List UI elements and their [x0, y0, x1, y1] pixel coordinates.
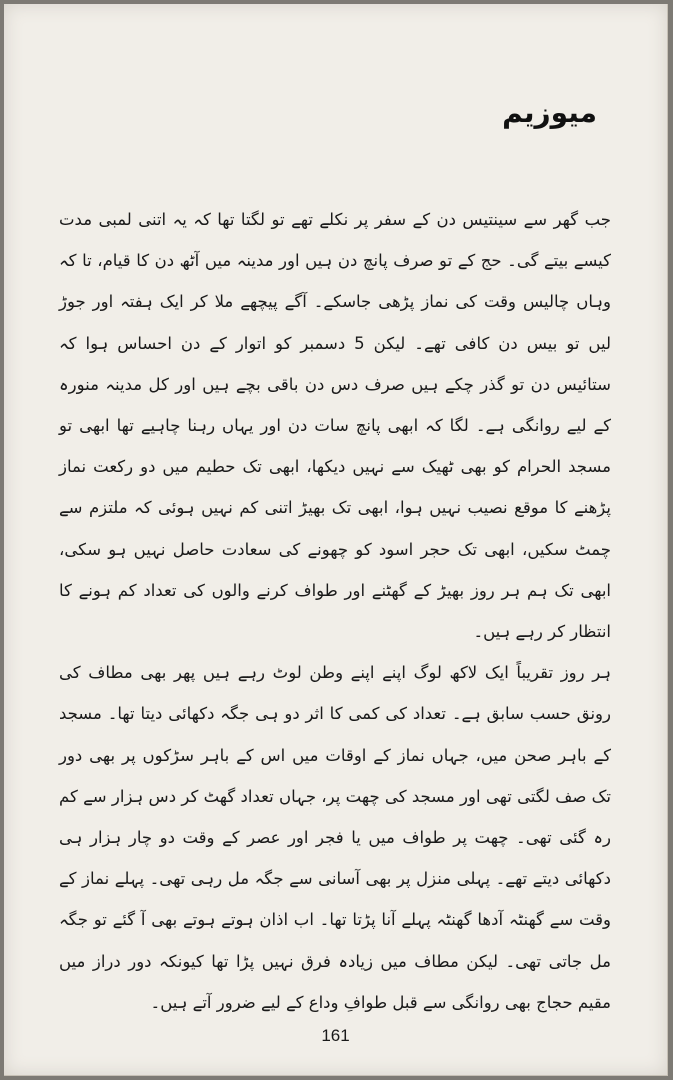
page-number: 161 [321, 1026, 350, 1045]
body-text [59, 199, 611, 1023]
paragraph-1: جب گھر سے سینتیس دن کے سفر پر نکلے تھے تو لگتا تھا کہ یہ اتنی لمبی مدت کیسے بیتے گی۔ حج کے تو صرف پانچ دن ہیں اور مدینہ میں آٹھ دن کا قیام، تا کہ وہاں چالیس وقت کی نماز پڑھی جاسکے۔ آگے پیچھے ملا کر ایک ہفتہ اور جوڑ لیں تو بیس دن کافی تھے۔ لیکن 5 دسمبر کو اتوار کے دن احساس ہوا کہ ستائیس دن تو گذر چکے ہیں صرف دس دن باقی بچے ہیں اور کل مدینہ منورہ کے لیے روانگی ہے۔ لگا کہ ابھی پانچ سات دن اور یہاں رہنا چاہیے تھا ابھی تو مسجد الحرام کو بھی ٹھیک سے نہیں دیکھا، ابھی تک حطیم میں دو رکعت نماز پڑھنے کا موقع نصیب نہیں ہوا، ابھی تک بھیڑ اتنی کم نہیں ہوئی کہ ملتزم سے چمٹ سکیں، ابھی تک حجر اسود کو چھونے کی سعادت حاصل نہیں ہو سکی، ابھی تک ہم ہر روز بھیڑ کے گھٹنے اور طواف کرنے والوں کی تعداد کم ہونے کا انتظار کر رہے ہیں۔ [59, 210, 611, 642]
paragraph-2: ہر روز تقریباً ایک لاکھ لوگ اپنے اپنے وطن لوٹ رہے ہیں پھر بھی مطاف کی رونق حسب سابق ہے۔ تعداد کی کمی کا اثر دو ہی جگہ دکھائی دیتا تھا۔ مسجد کے باہر صحن میں، جہاں نماز کے اوقات میں اس کے باہر سڑکوں پر بھی دور تک صف لگتی تھی اور مسجد کی چھت پر، جہاں تعداد گھٹ کر دس ہزار سے کم رہ گئی تھی۔ چھت پر طواف میں یا فجر اور عصر کے وقت دو چار ہزار ہی دکھائی دیتے تھے۔ پہلی منزل پر بھی آسانی سے جگہ مل رہی تھی۔ پہلے نماز کے وقت سے گھنٹہ آدھا گھنٹہ پہلے آنا پڑتا تھا۔ اب اذان ہوتے ہوتے بھی آ گئے تو جگہ مل جاتی تھی۔ لیکن مطاف میں زیادہ فرق نہیں پڑا تھا کیونکہ دور دراز میں مقیم حجاج بھی روانگی سے قبل طوافِ وداع کے لیے ضرور آتے ہیں۔ [59, 663, 611, 1012]
book-page [4, 4, 668, 1076]
page-title: میوزیم [502, 96, 597, 129]
